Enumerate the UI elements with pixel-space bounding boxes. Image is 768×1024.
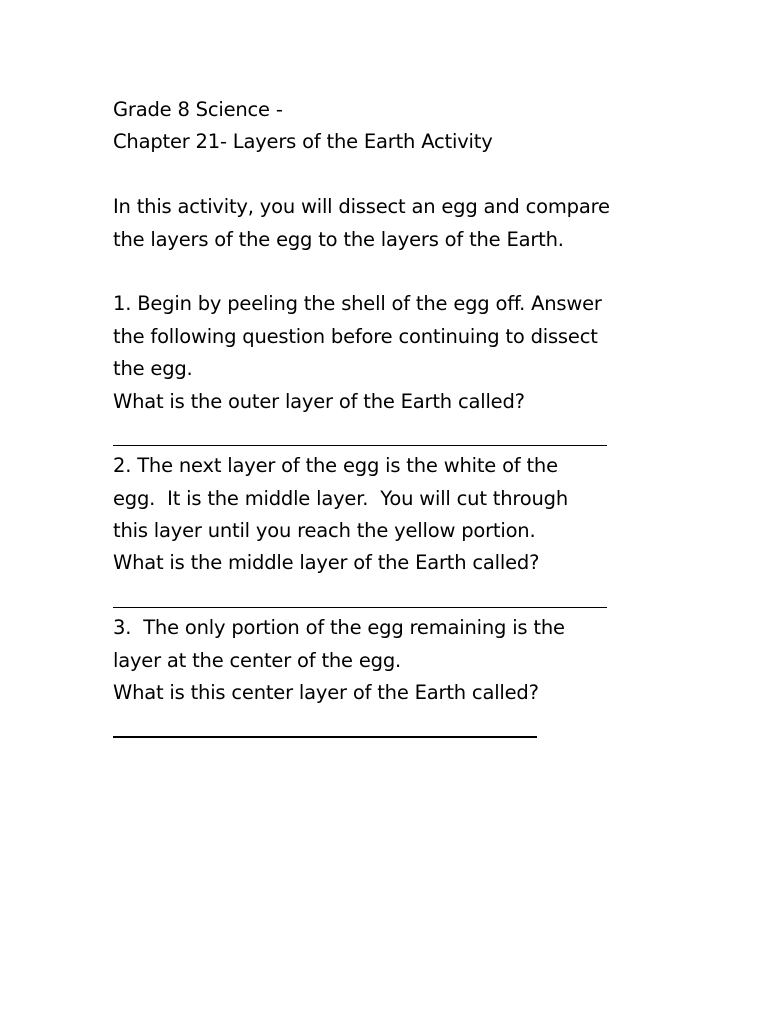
question-3-line-2: layer at the center of the egg.	[113, 648, 401, 672]
question-2-answer-blank[interactable]	[113, 580, 713, 612]
question-2-line-1: 2. The next layer of the egg is the white of the	[113, 454, 558, 478]
worksheet-chapter-title: Chapter 21- Layers of the Earth Activity	[113, 130, 493, 154]
question-1-answer-blank[interactable]	[113, 418, 713, 450]
question-1-line-1: 1. Begin by peeling the shell of the egg off. Answer	[113, 292, 602, 316]
question-2-line-3: this layer until you reach the yellow portion.	[113, 519, 536, 543]
intro-line-1: In this activity, you will dissect an egg and compare	[113, 195, 610, 219]
question-2-line-2: egg. It is the middle layer. You will cut through	[113, 486, 568, 510]
question-2-prompt: What is the middle layer of the Earth called?	[113, 551, 540, 575]
worksheet-body	[113, 94, 713, 742]
question-1-line-2: the following question before continuing to dissect	[113, 324, 598, 348]
intro-line-2: the layers of the egg to the layers of the Earth.	[113, 227, 564, 251]
spacer	[113, 256, 713, 288]
answer-underline	[113, 607, 607, 609]
question-3-line-1: 3. The only portion of the egg remaining is the	[113, 616, 565, 640]
question-3-answer-blank[interactable]	[113, 709, 713, 741]
answer-underline	[113, 736, 537, 738]
question-3-prompt: What is this center layer of the Earth called?	[113, 681, 539, 705]
question-1-prompt: What is the outer layer of the Earth called?	[113, 389, 525, 413]
answer-underline	[113, 445, 607, 447]
spacer	[113, 159, 713, 191]
question-1-line-3: the egg.	[113, 357, 193, 381]
worksheet-course-title: Grade 8 Science -	[113, 98, 283, 121]
